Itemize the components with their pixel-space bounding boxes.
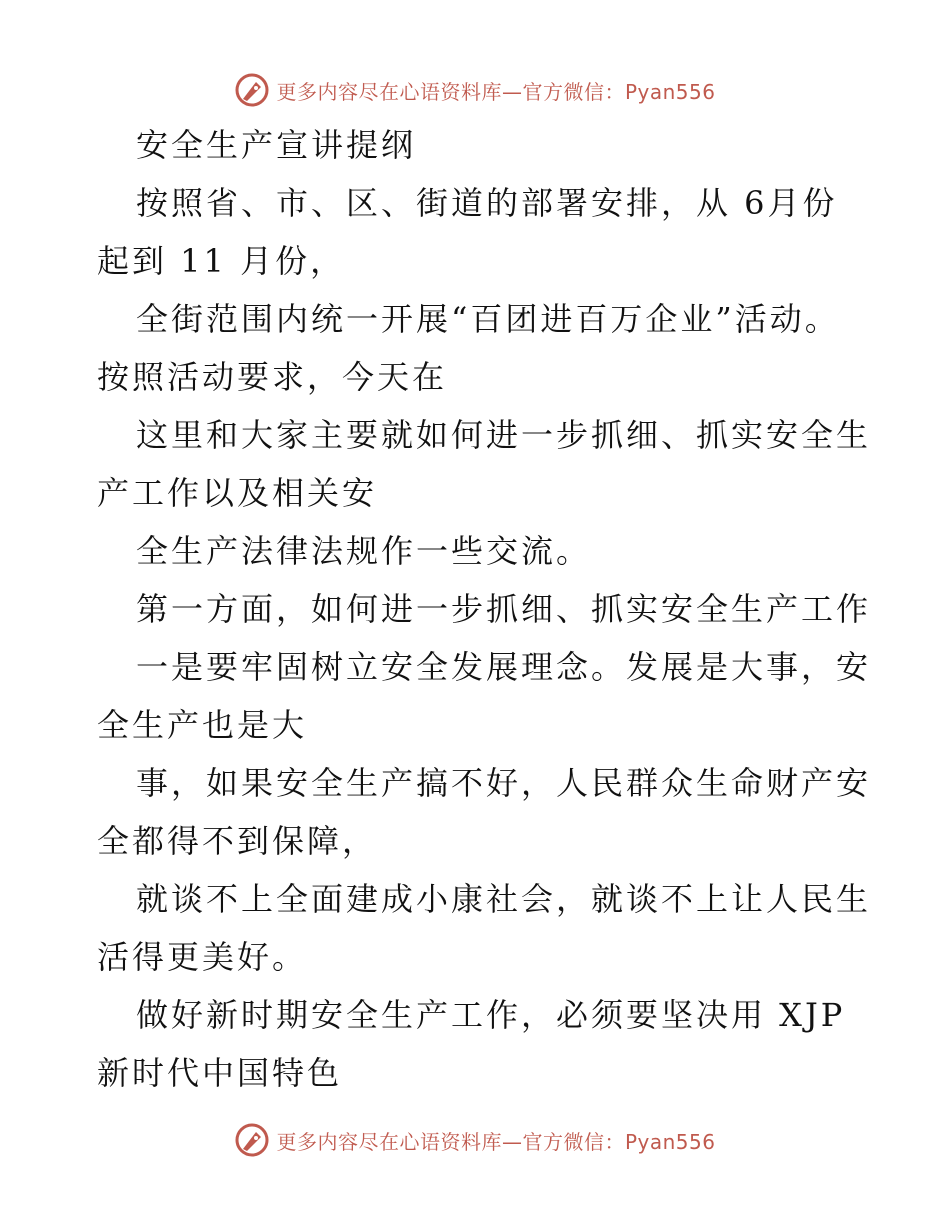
text-line: 新时代中国特色	[97, 1054, 343, 1092]
text-line: 全生产法律法规作一些交流。	[136, 532, 592, 570]
text-line: 做好新时期安全生产工作，必须要坚决用 XJP	[136, 996, 846, 1034]
text-line: 安全生产宣讲提纲	[136, 126, 417, 164]
text-line: 一是要牢固树立安全发展理念。发展是大事，安	[136, 648, 872, 686]
pen-nib-logo-icon	[234, 1122, 270, 1158]
text-line: 全街范围内统一开展“百团进百万企业”活动。	[136, 300, 840, 338]
text-line: 事，如果安全生产搞不好，人民群众生命财产安	[136, 764, 872, 802]
footer-watermark	[0, 1118, 950, 1162]
text-line: 全都得不到保障，	[97, 822, 378, 860]
watermark-text: 更多内容尽在心语资料库—官方微信：Pyan556	[276, 1129, 716, 1154]
text-line: 第一方面，如何进一步抓细、抓实安全生产工作	[136, 590, 872, 628]
text-line: 活得更美好。	[97, 938, 308, 976]
pen-nib-logo-icon	[234, 72, 270, 108]
text-line: 就谈不上全面建成小康社会，就谈不上让人民生	[136, 880, 872, 918]
text-line: 起到 11 月份，	[97, 242, 346, 280]
text-line: 按照省、市、区、街道的部署安排，从 6月份	[136, 184, 838, 222]
text-line: 全生产也是大	[97, 706, 308, 744]
document-body	[97, 116, 872, 1102]
text-line: 产工作以及相关安	[97, 474, 378, 512]
header-watermark	[0, 68, 950, 112]
watermark-text: 更多内容尽在心语资料库—官方微信：Pyan556	[276, 79, 716, 104]
text-line: 这里和大家主要就如何进一步抓细、抓实安全生	[136, 416, 872, 454]
text-line: 按照活动要求，今天在	[97, 358, 448, 396]
